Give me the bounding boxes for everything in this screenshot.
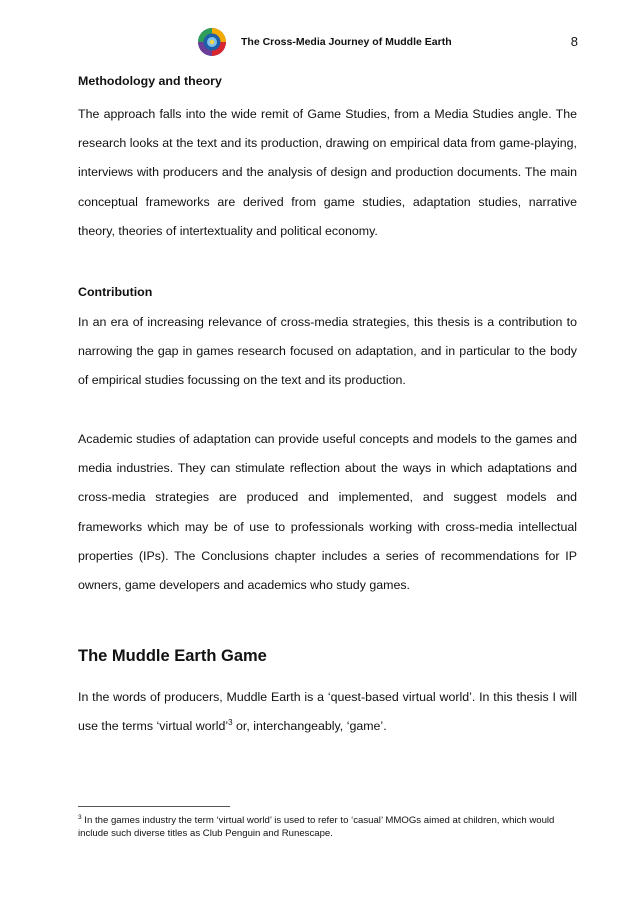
contribution-paragraph-1: In an era of increasing relevance of cross-media strategies, this thesis is a contribution to narrowing the gap in games research focused on adaptation, and in particular to the body of empirical studies focussing on the text and its production. xyxy=(78,315,577,388)
methodology-paragraph: The approach falls into the wide remit of Game Studies, from a Media Studies angle. The research looks at the text and its production, drawing on empirical data from game-playing, interviews with producers and the analysis of design and production documents. The main conceptual frameworks are derived from game studies, adaptation studies, narrative theory, theories of intertextuality and political economy. xyxy=(78,107,577,238)
footnote xyxy=(78,815,578,841)
footnote-divider xyxy=(78,806,230,807)
contribution-paragraph-2: Academic studies of adaptation can provide useful concepts and models to the games and media industries. They can stimulate reflection about the ways in which adaptations and cross-media strategies are produced and implemented, and suggest models and frameworks which may be of use to professionals working with cross-media intellectual properties (IPs). The Conclusions chapter includes a series of recommendations for IP owners, game developers and academics who study games. xyxy=(78,432,577,593)
footnote-text: In the games industry the term ‘virtual world’ is used to refer to ‘casual’ MMOGs aimed at children, which would include such diverse titles as Club Penguin and Runescape. xyxy=(78,815,555,839)
methodology-heading: Methodology and theory xyxy=(78,74,222,88)
game-paragraph-text-end: or, interchangeably, ‘game’. xyxy=(232,719,387,734)
contribution-heading: Contribution xyxy=(78,285,153,299)
game-paragraph xyxy=(78,683,577,741)
game-section-heading: The Muddle Earth Game xyxy=(78,647,267,665)
running-title: The Cross-Media Journey of Muddle Earth xyxy=(241,36,452,48)
game-paragraph-text: In the words of producers, Muddle Earth is a ‘quest-based virtual world’. In this thesis I will use the terms ‘virtual world’ xyxy=(78,690,577,734)
footnote-number: 3 xyxy=(78,813,82,821)
footnote-reference[interactable]: 3 xyxy=(228,718,233,728)
page-header xyxy=(0,26,638,62)
university-logo-icon xyxy=(197,27,227,57)
page-number: 8 xyxy=(570,34,578,49)
